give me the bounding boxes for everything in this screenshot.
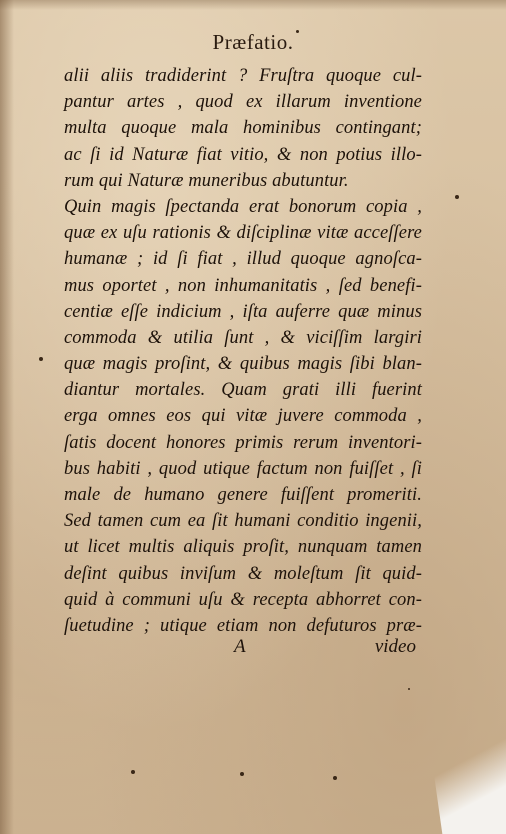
page-top-shadow <box>0 0 506 10</box>
text-line: erga omnes eos qui vitæ juvere commoda , <box>64 406 422 427</box>
ink-speck <box>131 770 135 774</box>
text-line: male de humano genere fuiſſent promeriti. <box>64 485 422 505</box>
text-line: rum qui Naturæ muneribus abutuntur. <box>64 170 349 191</box>
text-line: bus habiti , quod utique factum non fuiſſet , ſi <box>64 458 422 479</box>
text-line: pantur artes , quod ex illarum inventione <box>64 92 422 113</box>
text-line: quæ ex uſu rationis & diſciplinæ vitæ acceſſere <box>64 223 422 244</box>
text-line: multa quoque mala hominibus contingant; <box>64 118 422 139</box>
catchword: video <box>374 636 416 657</box>
ink-speck <box>240 772 244 776</box>
text-line: ac ſi id Naturæ fiat vitio, & non potius illo- <box>64 144 422 165</box>
text-line: ſatis docent honores primis rerum inventori- <box>64 432 422 453</box>
text-line: quid à communi uſu & recepta abhorret con- <box>64 589 422 610</box>
page-left-shadow <box>0 0 14 834</box>
page-footer <box>64 636 422 662</box>
ink-speck <box>333 776 337 780</box>
text-line: alii aliis tradiderint ? Fruſtra quoque cul- <box>64 66 422 86</box>
text-line: Sed tamen cum ea ſit humani conditio ingenii, <box>64 511 422 532</box>
paper-corner <box>428 721 506 834</box>
text-line: deſint quibus inviſum & moleſtum ſit quid- <box>64 563 422 584</box>
text-line: quæ magis proſint, & quibus magis ſibi blan- <box>64 354 422 375</box>
ink-speck <box>455 195 459 199</box>
text-line: Quin magis ſpectanda erat bonorum copia , <box>64 196 422 217</box>
ink-speck <box>408 688 410 690</box>
text-line: centiæ eſſe indicium , iſta auferre quæ minus <box>64 301 422 322</box>
body-text <box>64 63 422 639</box>
text-line: diantur mortales. Quam grati illi fuerint <box>64 380 422 401</box>
signature-mark: A <box>234 636 246 657</box>
text-line: mus oportet , non inhumanitatis , ſed benefi- <box>64 275 422 296</box>
ink-speck <box>39 357 43 361</box>
text-line: ut licet multis aliquis proſit, nunquam tamen <box>64 537 422 558</box>
text-line: ſuetudine ; utique etiam non defuturos præ- <box>64 615 422 636</box>
text-line: humanæ ; id ſi fiat , illud quoque agnoſca- <box>64 249 422 270</box>
running-head: Præfatio. <box>212 30 294 54</box>
text-line: commoda & utilia ſunt , & viciſſim largiri <box>64 327 422 348</box>
